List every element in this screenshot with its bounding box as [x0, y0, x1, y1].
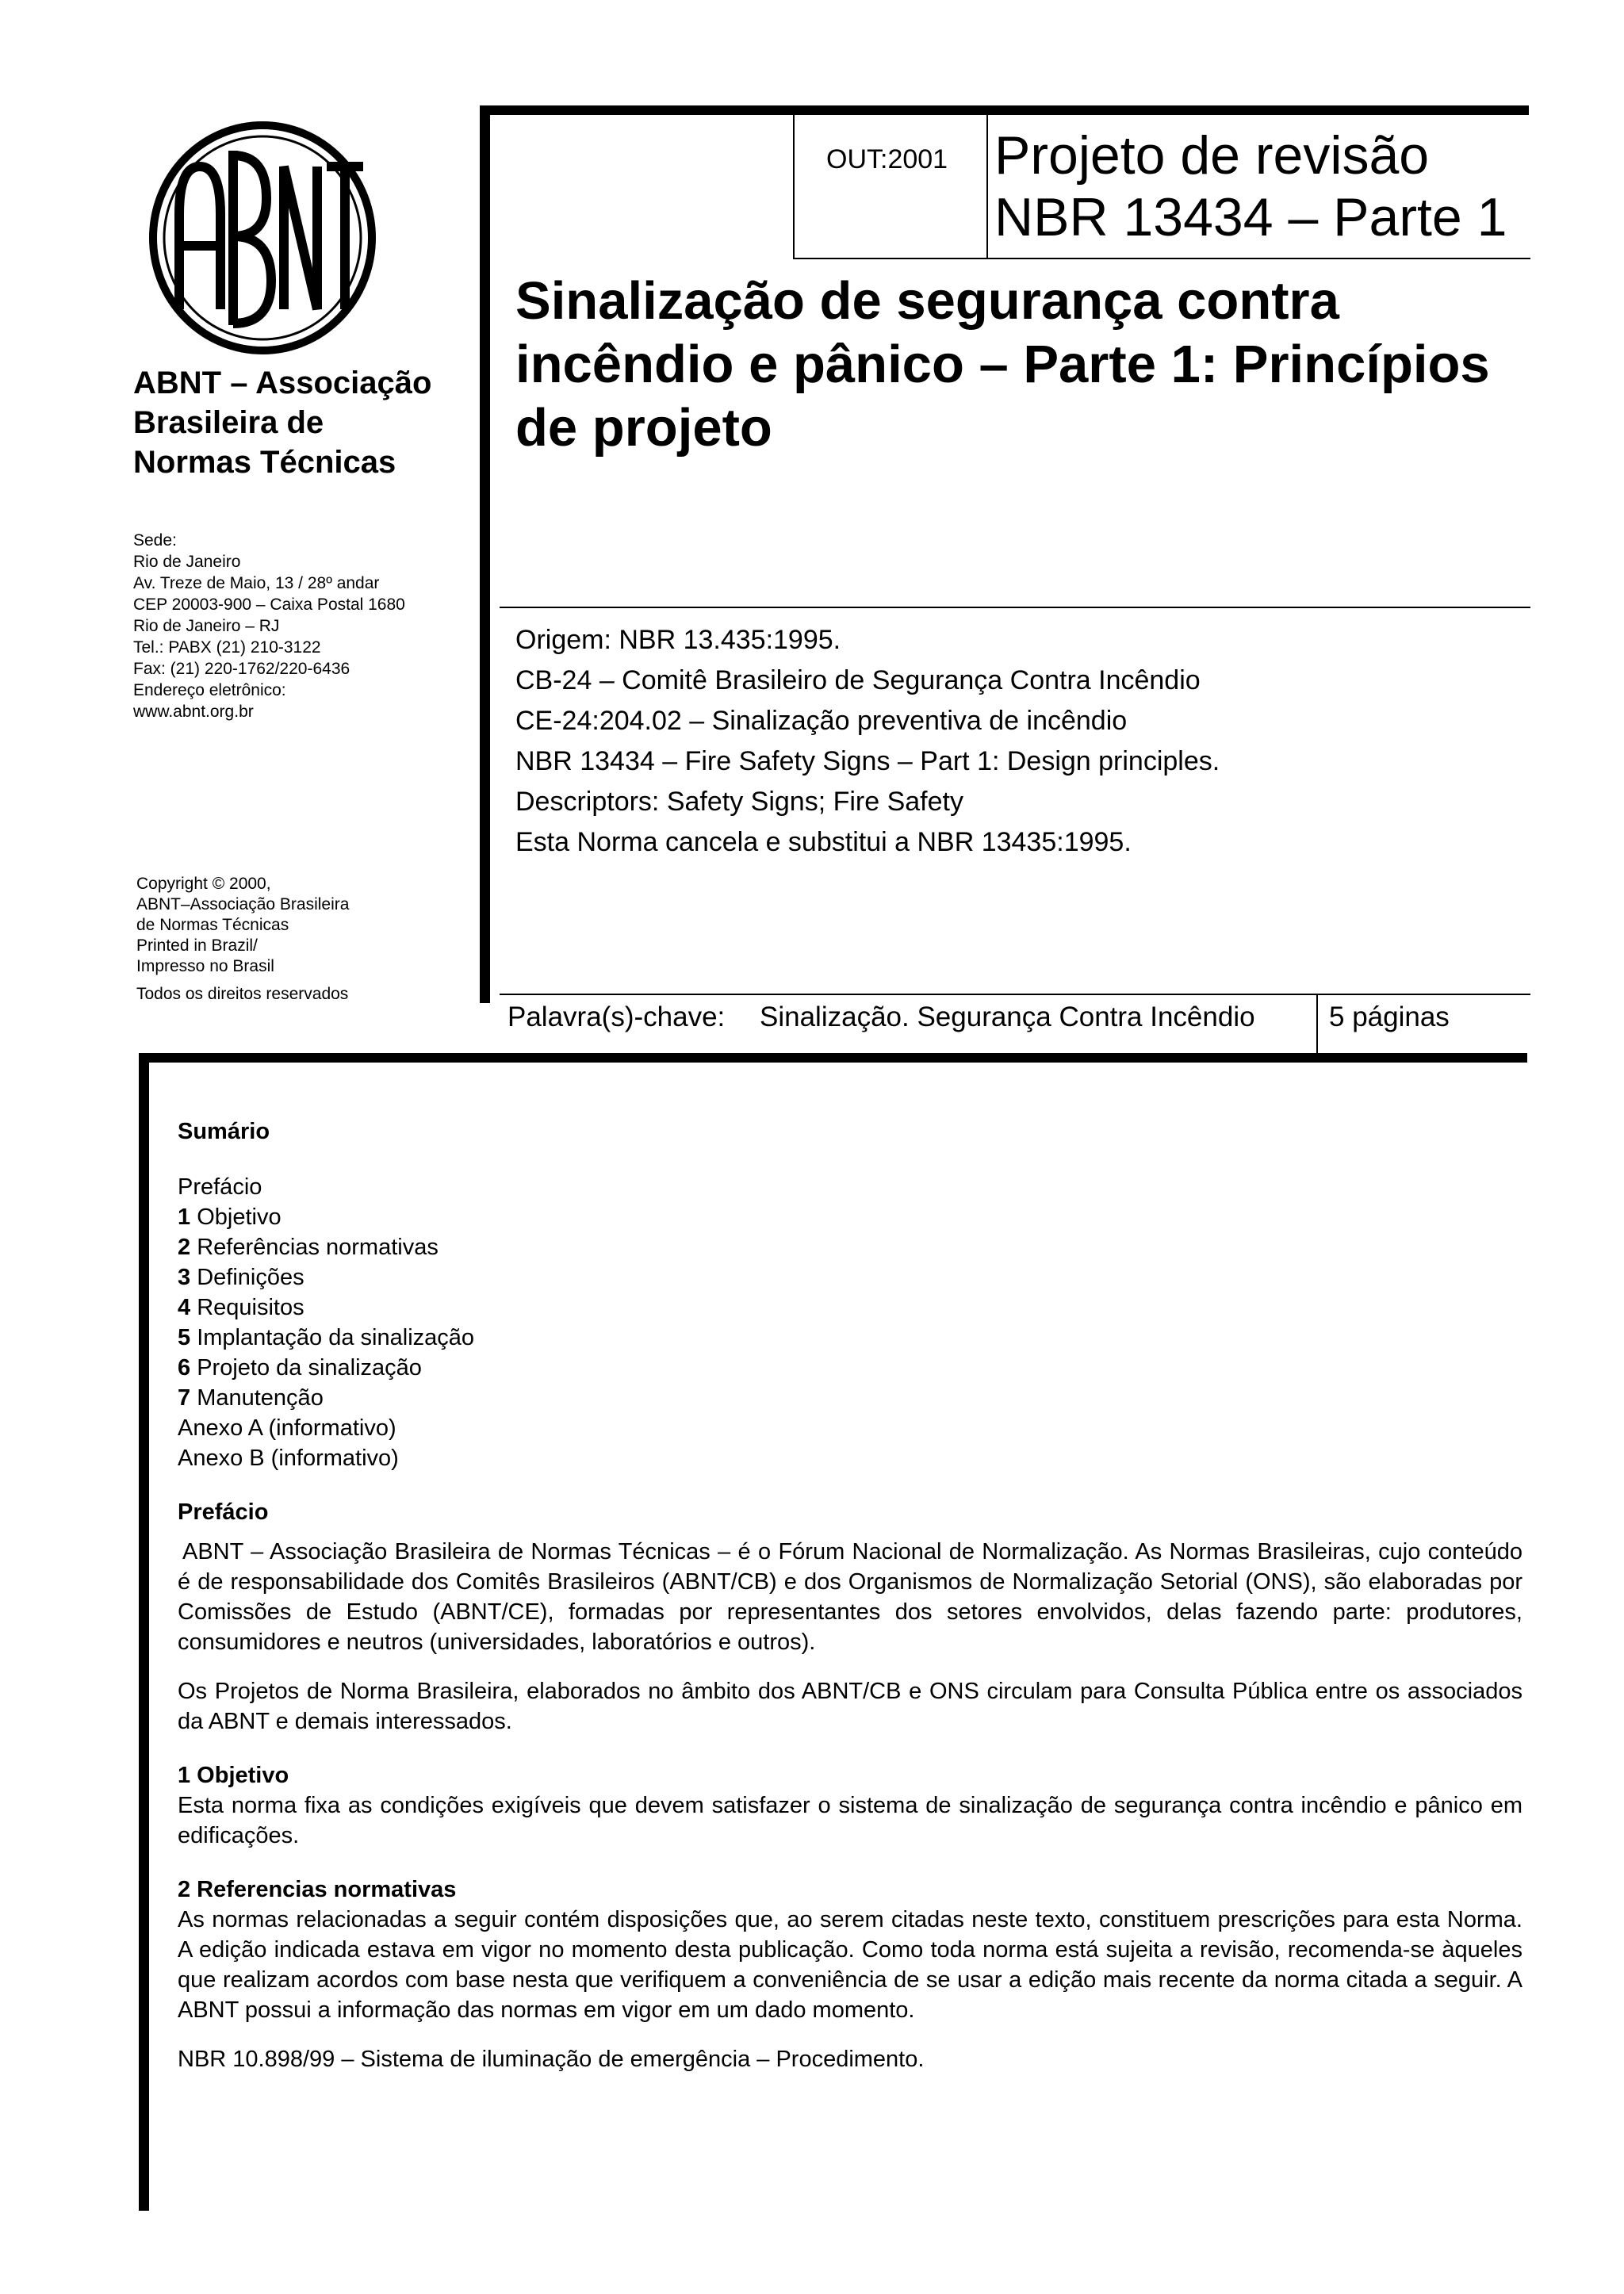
- document-body: [178, 1116, 1522, 2074]
- document-title: [994, 124, 1534, 248]
- address-block: Sede: Rio de Janeiro Av. Treze de Maio, 13 / 28º andar CEP 20003-900 – Caixa Postal 1680 Rio de Janeiro – RJ Tel.: PABX (21) 210-3122 Fax: (21) 220-1762/220-6436 Endereço eletrônico: www.abnt.org.br: [133, 531, 405, 721]
- toc-item: 2 Referências normativas: [178, 1235, 439, 1260]
- toc-item: 7 Manutenção: [178, 1385, 324, 1411]
- origin-line: Descriptors: Safety Signs; Fire Safety: [515, 787, 963, 817]
- keywords-value: Sinalização. Segurança Contra Incêndio: [760, 1001, 1255, 1032]
- org-name-line-3: Normas Técnicas: [133, 445, 396, 480]
- body-left-rule: [139, 1053, 149, 2211]
- toc-item: Anexo A (informativo): [178, 1415, 396, 1441]
- org-name-line-1: ABNT – Associação: [133, 366, 432, 400]
- origin-line: CB-24 – Comitê Brasileiro de Segurança Contra Incêndio: [515, 665, 1201, 695]
- origin-block: [515, 620, 1530, 863]
- toc-item: 1 Objetivo: [178, 1204, 282, 1230]
- document-title-line-1: Projeto de revisão: [994, 125, 1430, 186]
- origin-line: NBR 13434 – Fire Safety Signs – Part 1: Design principles.: [515, 746, 1220, 776]
- preface-heading: Prefácio: [178, 1499, 269, 1525]
- org-name-line-2: Brasileira de: [133, 405, 324, 440]
- title-bottom-rule: [793, 258, 1530, 259]
- keywords-label: Palavra(s)-chave:: [508, 1001, 726, 1032]
- document-date: OUT:2001: [826, 144, 948, 174]
- preface-paragraph-1: ABNT – Associação Brasileira de Normas Técnicas – é o Fórum Nacional de Normalização. As Normas Brasileiras, cujo conteúdo é de responsabilidade dos Comitês Brasileiros (ABNT/CB) e dos Organismos de Normalização Setorial (ONS), são elaboradas por Comissões de Estudo (ABNT/CE), formadas por representantes dos setores envolvidos, delas fazendo parte: produtores, consumidores e neutros (universidades, laboratórios e outros).: [178, 1539, 1522, 1655]
- reference-item: NBR 10.898/99 – Sistema de iluminação de emergência – Procedimento.: [178, 2047, 925, 2072]
- references-heading: 2 Referencias normativas: [178, 1877, 457, 1902]
- table-of-contents: [178, 1172, 1522, 1473]
- toc-item: 4 Requisitos: [178, 1295, 304, 1320]
- origin-line: Esta Norma cancela e substitui a NBR 13435:1995.: [515, 827, 1132, 857]
- toc-item: 6 Projeto da sinalização: [178, 1355, 422, 1381]
- origin-top-rule: [500, 607, 1530, 608]
- organization-name: [133, 363, 466, 482]
- toc-item: Anexo B (informativo): [178, 1446, 399, 1471]
- abnt-logo: [147, 119, 377, 357]
- objective-heading: 1 Objetivo: [178, 1763, 289, 1788]
- header-top-rule: [484, 105, 1529, 115]
- document-title-line-2: NBR 13434 – Parte 1: [994, 187, 1507, 247]
- date-cell-right-rule: [986, 115, 988, 258]
- toc-item: 3 Definições: [178, 1265, 304, 1290]
- origin-line: CE-24:204.02 – Sinalização preventiva de incêndio: [515, 706, 1128, 736]
- toc-item: Prefácio: [178, 1174, 262, 1200]
- rights-reserved: Todos os direitos reservados: [136, 985, 349, 1003]
- summary-heading: Sumário: [178, 1119, 270, 1144]
- standard-title: Sinalização de segurança contra incêndio e pânico – Parte 1: Princípios de projeto: [515, 271, 1490, 458]
- toc-item: 5 Implantação da sinalização: [178, 1325, 475, 1350]
- copyright-block: Copyright © 2000, ABNT–Associação Brasileira de Normas Técnicas Printed in Brazil/ Impresso no Brasil: [136, 875, 350, 975]
- body-top-rule: [141, 1053, 1527, 1063]
- objective-paragraph: Esta norma fixa as condições exigíveis que devem satisfazer o sistema de sinalização de segurança contra incêndio e pânico em edificações.: [178, 1793, 1522, 1848]
- keywords-divider-rule: [1316, 994, 1318, 1057]
- page-count: 5 páginas: [1329, 1001, 1450, 1032]
- keywords-top-rule: [500, 994, 1530, 995]
- references-paragraph: As normas relacionadas a seguir contém disposições que, ao serem citadas neste texto, constituem prescrições para esta Norma. A edição indicada estava em vigor no momento desta publicação. Como toda norma está sujeita a revisão, recomenda-se àqueles que realizam acordos com base nesta que verifiquem a conveniência de se usar a edição mais recente da norma citada a seguir. A ABNT possui a informação das normas em vigor em um dado momento.: [178, 1907, 1522, 2023]
- date-cell-left-rule: [793, 115, 795, 258]
- header-vertical-rule: [480, 105, 490, 1003]
- preface-paragraph-2: Os Projetos de Norma Brasileira, elaborados no âmbito dos ABNT/CB e ONS circulam para Consulta Pública entre os associados da ABNT e demais interessados.: [178, 1679, 1522, 1734]
- origin-line: Origem: NBR 13.435:1995.: [515, 625, 841, 655]
